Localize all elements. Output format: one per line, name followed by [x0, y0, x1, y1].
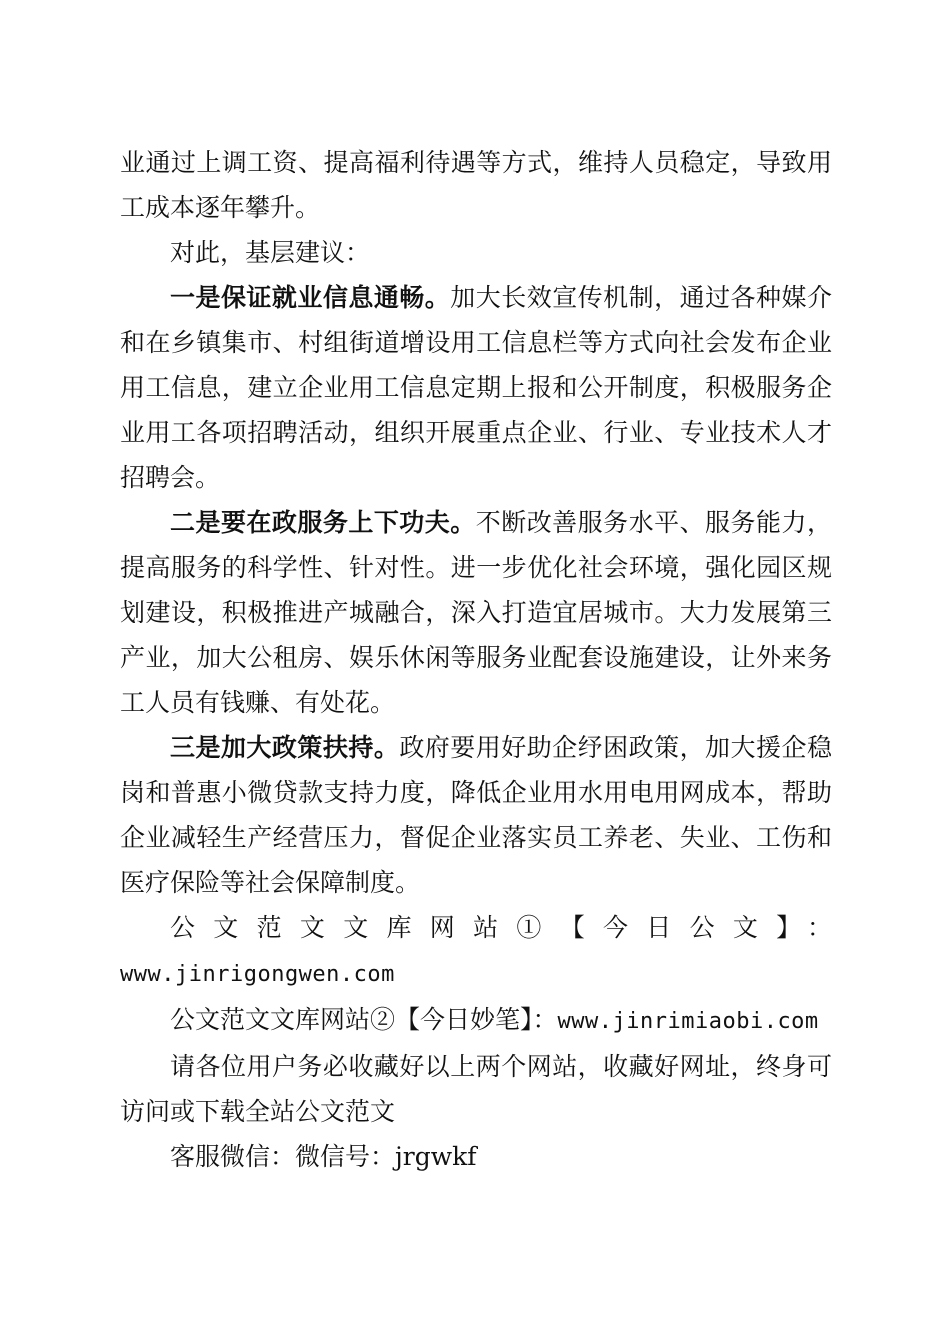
- paragraph-suggestion-1: [120, 275, 832, 500]
- site2-url-text[interactable]: www.jinrimiaobi.com: [557, 1009, 819, 1034]
- paragraph-continuation: 业通过上调工资、提高福利待遇等方式，维持人员稳定，导致用工成本逐年攀升。: [120, 148, 832, 222]
- paragraph-intro: 对此，基层建议：: [170, 238, 371, 267]
- suggestion-1-heading: 一是保证就业信息通畅。: [170, 283, 451, 312]
- suggestion-1-body: 加大长效宣传机制，通过各种媒介和在乡镇集市、村组街道增设用工信息栏等方式向社会发布企业用工信息，建立企业用工信息定期上报和公开制度，积极服务企业用工各项招聘活动，组织开展重点企业、行业、专业技术人才招聘会。: [120, 283, 832, 492]
- footer-site2: [120, 997, 832, 1044]
- document-page: [120, 140, 832, 1179]
- suggestion-3-heading: 三是加大政策扶持。: [170, 733, 400, 762]
- paragraph-suggestion-2: [120, 500, 832, 725]
- paragraph-suggestion-3: [120, 725, 832, 905]
- site2-label: 公文范文文库网站②【今日妙笔】：: [170, 1005, 558, 1034]
- footer-notice: 请各位用户务必收藏好以上两个网站，收藏好网址，终身可访问或下载全站公文范文: [120, 1052, 832, 1126]
- footer-wechat: 客服微信：微信号：jrgwkf: [170, 1142, 477, 1171]
- footer-site1-label: 公文范文文库网站①【今日公文】：: [170, 913, 832, 942]
- suggestion-2-heading: 二是要在政服务上下功夫。: [170, 508, 476, 537]
- suggestion-2-body: 不断改善服务水平、服务能力，提高服务的科学性、针对性。进一步优化社会环境，强化园区规划建设，积极推进产城融合，深入打造宜居城市。大力发展第三产业，加大公租房、娱乐休闲等服务业配套设施建设，让外来务工人员有钱赚、有处花。: [120, 508, 832, 717]
- site1-url-text[interactable]: www.jinrigongwen.com: [120, 962, 395, 987]
- footer-site1-url[interactable]: [120, 950, 832, 997]
- suggestion-3-body: 政府要用好助企纾困政策，加大援企稳岗和普惠小微贷款支持力度，降低企业用水用电用网成本，帮助企业减轻生产经营压力，督促企业落实员工养老、失业、工伤和医疗保险等社会保障制度。: [120, 733, 832, 897]
